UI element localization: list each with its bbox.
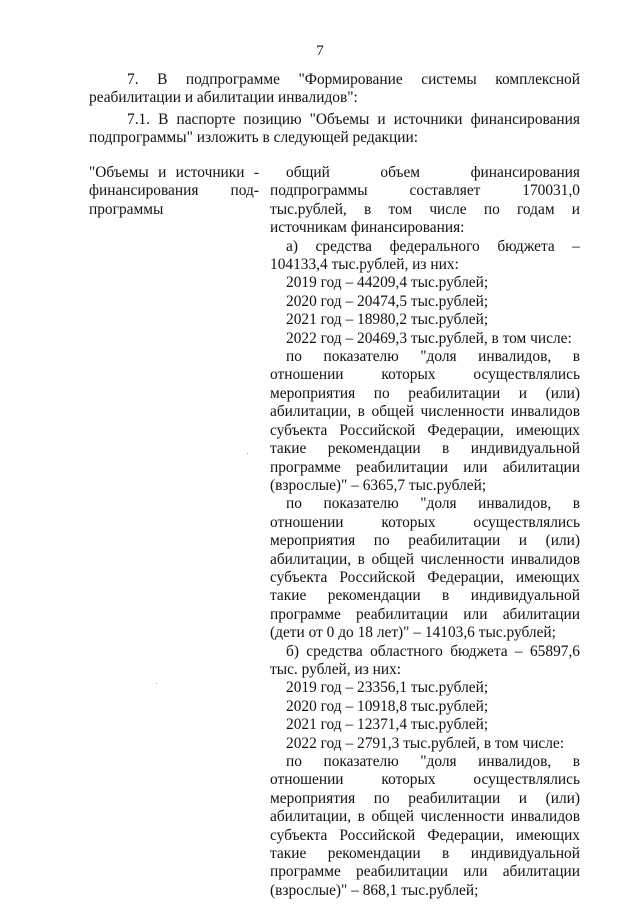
federal-2021: 2021 год – 18980,2 тыс.рублей; (286, 311, 489, 329)
item-7-text: 7. В подпрограмме "Формирование системы комплексной реабилитации и абилитации инвалидов": (89, 71, 580, 107)
passport-position-label-text: "Объемы и источники - финансирования под-программы (89, 164, 259, 218)
federal-indicator-children: по показателю "доля инвалидов, в отношении которых осуществлялись мероприятия по реабилитации и (или) абилитации, в общей численности инвалидов субъекта Российской Федерации, имеющих такие рекомендации в индивидуальной программе реабилитации или абилитации (дети от 0 до 18 лет)" – 14103,6 тыс.рублей; (270, 495, 580, 642)
federal-2019: 2019 год – 44209,4 тыс.рублей; (286, 274, 489, 292)
item-7-1-text: 7.1. В паспорте позицию "Объемы и источники финансирования подпрограммы" изложить в следующей редакции: (89, 111, 580, 147)
regional-2021: 2021 год – 12371,4 тыс.рублей; (286, 716, 489, 734)
scan-speck (247, 453, 248, 454)
regional-indicator-adults: по показателю "доля инвалидов, в отношении которых осуществлялись мероприятия по реабилитации и (или) абилитации, в общей численности инвалидов субъекта Российской Федерации, имеющих такие рекомендации в индивидуальной программе реабилитации или абилитации (взрослые)" – 868,1 тыс.рублей; (270, 753, 580, 899)
federal-2022: 2022 год – 20469,3 тыс.рублей, в том числе: (286, 329, 572, 347)
federal-2020: 2020 год – 20474,5 тыс.рублей; (286, 292, 489, 310)
regional-2020: 2020 год – 10918,8 тыс.рублей; (286, 697, 489, 715)
passport-position-content (270, 164, 580, 900)
regional-budget: б) средства областного бюджета – 65897,6 тыс. рублей, из них: (270, 642, 580, 678)
federal-indicator-adults: по показателю "доля инвалидов, в отношении которых осуществлялись мероприятия по реабилитации и (или) абилитации, в общей численности инвалидов субъекта Российской Федерации, имеющих такие рекомендации в индивидуальной программе реабилитации или абилитации (взрослые)" – 6365,7 тыс.рублей; (270, 348, 580, 494)
regional-2019: 2019 год – 23356,1 тыс.рублей; (286, 679, 489, 697)
item-7-paragraph (89, 71, 580, 108)
item-7-1-paragraph (89, 111, 580, 148)
regional-2022: 2022 год – 2791,3 тыс.рублей, в том числе: (286, 734, 565, 752)
federal-budget: а) средства федерального бюджета – 104133,4 тыс.рублей, из них: (270, 237, 580, 274)
page-number: 7 (316, 43, 324, 59)
passport-position-label (89, 164, 259, 219)
financing-total: общий объем финансирования подпрограммы составляет 170031,0 тыс.рублей, в том числе по годам и источникам финансирования: (270, 164, 580, 237)
scan-speck (156, 683, 157, 684)
